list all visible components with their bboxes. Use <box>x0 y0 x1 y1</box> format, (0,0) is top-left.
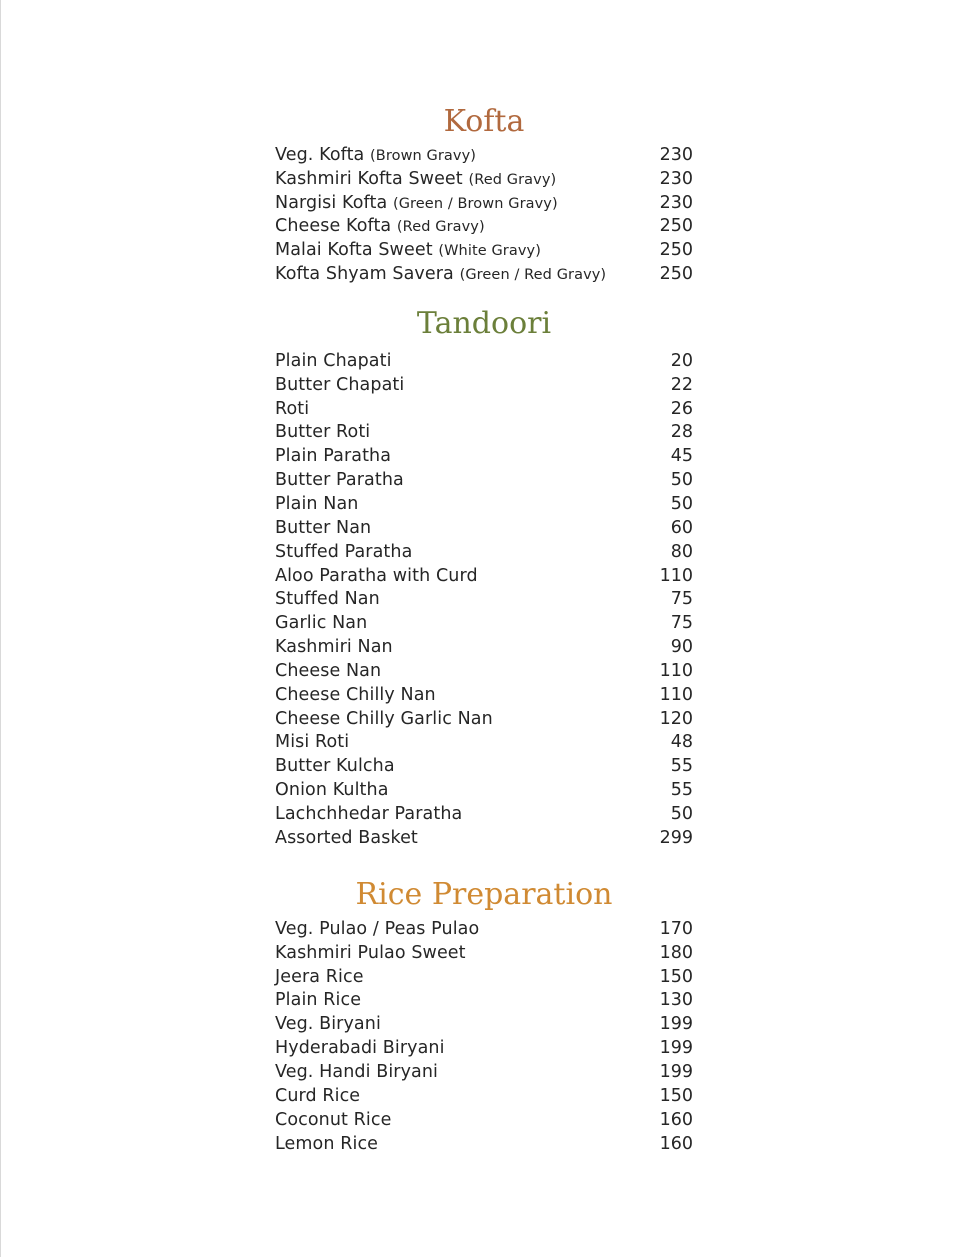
item-price: 160 <box>659 1133 693 1154</box>
menu-item <box>275 707 693 731</box>
menu-item <box>275 373 693 397</box>
menu-item <box>275 215 693 239</box>
item-name: Onion Kultha <box>275 780 389 801</box>
item-price: 75 <box>670 589 693 610</box>
item-name: Nargisi Kofta (Green / Brown Gravy) <box>275 192 558 213</box>
item-price: 20 <box>670 350 693 371</box>
menu-item <box>275 917 693 941</box>
item-price: 180 <box>659 942 693 963</box>
item-price: 199 <box>659 1014 693 1035</box>
menu-item <box>275 1036 693 1060</box>
item-list <box>275 349 693 850</box>
menu-item <box>275 444 693 468</box>
item-name: Curd Rice <box>275 1085 361 1106</box>
item-price: 48 <box>670 732 693 753</box>
item-price: 60 <box>670 517 693 538</box>
section-title: Kofta <box>443 104 525 139</box>
item-name: Cheese Nan <box>275 660 382 681</box>
menu-item <box>275 492 693 516</box>
item-name: Roti <box>275 398 310 419</box>
menu-item <box>275 397 693 421</box>
item-name: Assorted Basket <box>275 827 418 848</box>
item-price: 120 <box>659 708 693 729</box>
item-price: 22 <box>670 374 693 395</box>
item-price: 55 <box>670 756 693 777</box>
item-price: 55 <box>670 780 693 801</box>
item-price: 230 <box>659 192 693 213</box>
item-price: 160 <box>659 1109 693 1130</box>
item-name: Butter Roti <box>275 422 371 443</box>
item-name: Stuffed Nan <box>275 589 380 610</box>
item-price: 90 <box>670 637 693 658</box>
item-name: Misi Roti <box>275 732 350 753</box>
item-name: Hyderabadi Biryani <box>275 1038 445 1059</box>
item-price: 110 <box>659 684 693 705</box>
menu-item <box>275 1108 693 1132</box>
menu-item <box>275 540 693 564</box>
item-price: 250 <box>659 240 693 261</box>
item-note: (Green / Brown Gravy) <box>392 195 558 212</box>
menu-item <box>275 989 693 1013</box>
item-price: 50 <box>670 470 693 491</box>
menu-item <box>275 421 693 445</box>
item-price: 130 <box>659 990 693 1011</box>
item-price: 230 <box>659 168 693 189</box>
item-name: Plain Chapati <box>275 350 392 371</box>
item-price: 199 <box>659 1061 693 1082</box>
item-price: 28 <box>670 422 693 443</box>
item-price: 50 <box>670 803 693 824</box>
item-price: 199 <box>659 1038 693 1059</box>
item-note: (Red Gravy) <box>468 171 557 188</box>
item-name: Butter Paratha <box>275 470 404 491</box>
item-name: Kashmiri Nan <box>275 637 393 658</box>
menu-item <box>275 1132 693 1156</box>
item-name: Plain Rice <box>275 990 362 1011</box>
item-name: Malai Kofta Sweet (White Gravy) <box>275 240 541 261</box>
menu-item <box>275 1060 693 1084</box>
menu-item <box>275 965 693 989</box>
item-name: Plain Paratha <box>275 446 392 467</box>
item-note: (Brown Gravy) <box>370 147 477 164</box>
item-name: Kashmiri Kofta Sweet (Red Gravy) <box>275 168 557 189</box>
menu-item <box>275 659 693 683</box>
item-price: 150 <box>659 966 693 987</box>
menu-item <box>275 468 693 492</box>
item-price: 150 <box>659 1085 693 1106</box>
item-price: 75 <box>670 613 693 634</box>
item-name: Stuffed Paratha <box>275 541 413 562</box>
section-title: Tandoori <box>416 306 552 341</box>
menu-item <box>275 802 693 826</box>
item-price: 110 <box>659 660 693 681</box>
menu-item <box>275 516 693 540</box>
item-price: 45 <box>670 446 693 467</box>
menu-item <box>275 611 693 635</box>
item-name: Coconut Rice <box>275 1109 392 1130</box>
item-name: Lemon Rice <box>275 1133 379 1154</box>
section-title: Rice Preparation <box>355 877 613 912</box>
menu-item <box>275 143 693 167</box>
item-price: 299 <box>659 827 693 848</box>
menu-item <box>275 349 693 373</box>
menu-item <box>275 754 693 778</box>
item-name: Butter Kulcha <box>275 756 395 777</box>
menu-item <box>275 587 693 611</box>
menu-item <box>275 731 693 755</box>
item-name: Butter Nan <box>275 517 372 538</box>
item-price: 110 <box>659 565 693 586</box>
menu-item <box>275 564 693 588</box>
item-name: Plain Nan <box>275 493 359 514</box>
item-name: Aloo Paratha with Curd <box>275 565 478 586</box>
item-name: Veg. Biryani <box>275 1014 381 1035</box>
item-price: 250 <box>659 264 693 285</box>
menu-item <box>275 1084 693 1108</box>
menu-item <box>275 635 693 659</box>
item-name: Veg. Kofta (Brown Gravy) <box>275 144 477 165</box>
item-price: 50 <box>670 493 693 514</box>
menu-item <box>275 826 693 850</box>
item-note: (White Gravy) <box>438 243 541 260</box>
menu-item <box>275 191 693 215</box>
menu-item <box>275 1012 693 1036</box>
item-name: Kashmiri Pulao Sweet <box>275 942 466 963</box>
item-price: 250 <box>659 216 693 237</box>
menu-item <box>275 167 693 191</box>
item-list <box>275 143 693 286</box>
item-name: Veg. Pulao / Peas Pulao <box>275 918 480 939</box>
item-name: Cheese Kofta (Red Gravy) <box>275 216 485 237</box>
item-name: Veg. Handi Biryani <box>275 1061 439 1082</box>
item-name: Butter Chapati <box>275 374 405 395</box>
menu-item <box>275 262 693 286</box>
menu-item <box>275 683 693 707</box>
page-edge <box>0 0 1 1257</box>
item-name: Garlic Nan <box>275 613 368 634</box>
item-name: Kofta Shyam Savera (Green / Red Gravy) <box>275 264 607 285</box>
item-price: 80 <box>670 541 693 562</box>
menu-item <box>275 238 693 262</box>
item-note: (Red Gravy) <box>396 219 485 236</box>
menu-item <box>275 941 693 965</box>
item-name: Lachchhedar Paratha <box>275 803 463 824</box>
item-note: (Green / Red Gravy) <box>459 267 607 284</box>
item-price: 170 <box>659 918 693 939</box>
menu-item <box>275 778 693 802</box>
item-price: 230 <box>659 144 693 165</box>
item-name: Cheese Chilly Nan <box>275 684 436 705</box>
item-name: Jeera Rice <box>275 966 364 987</box>
item-name: Cheese Chilly Garlic Nan <box>275 708 493 729</box>
item-price: 26 <box>670 398 693 419</box>
item-list <box>275 917 693 1155</box>
